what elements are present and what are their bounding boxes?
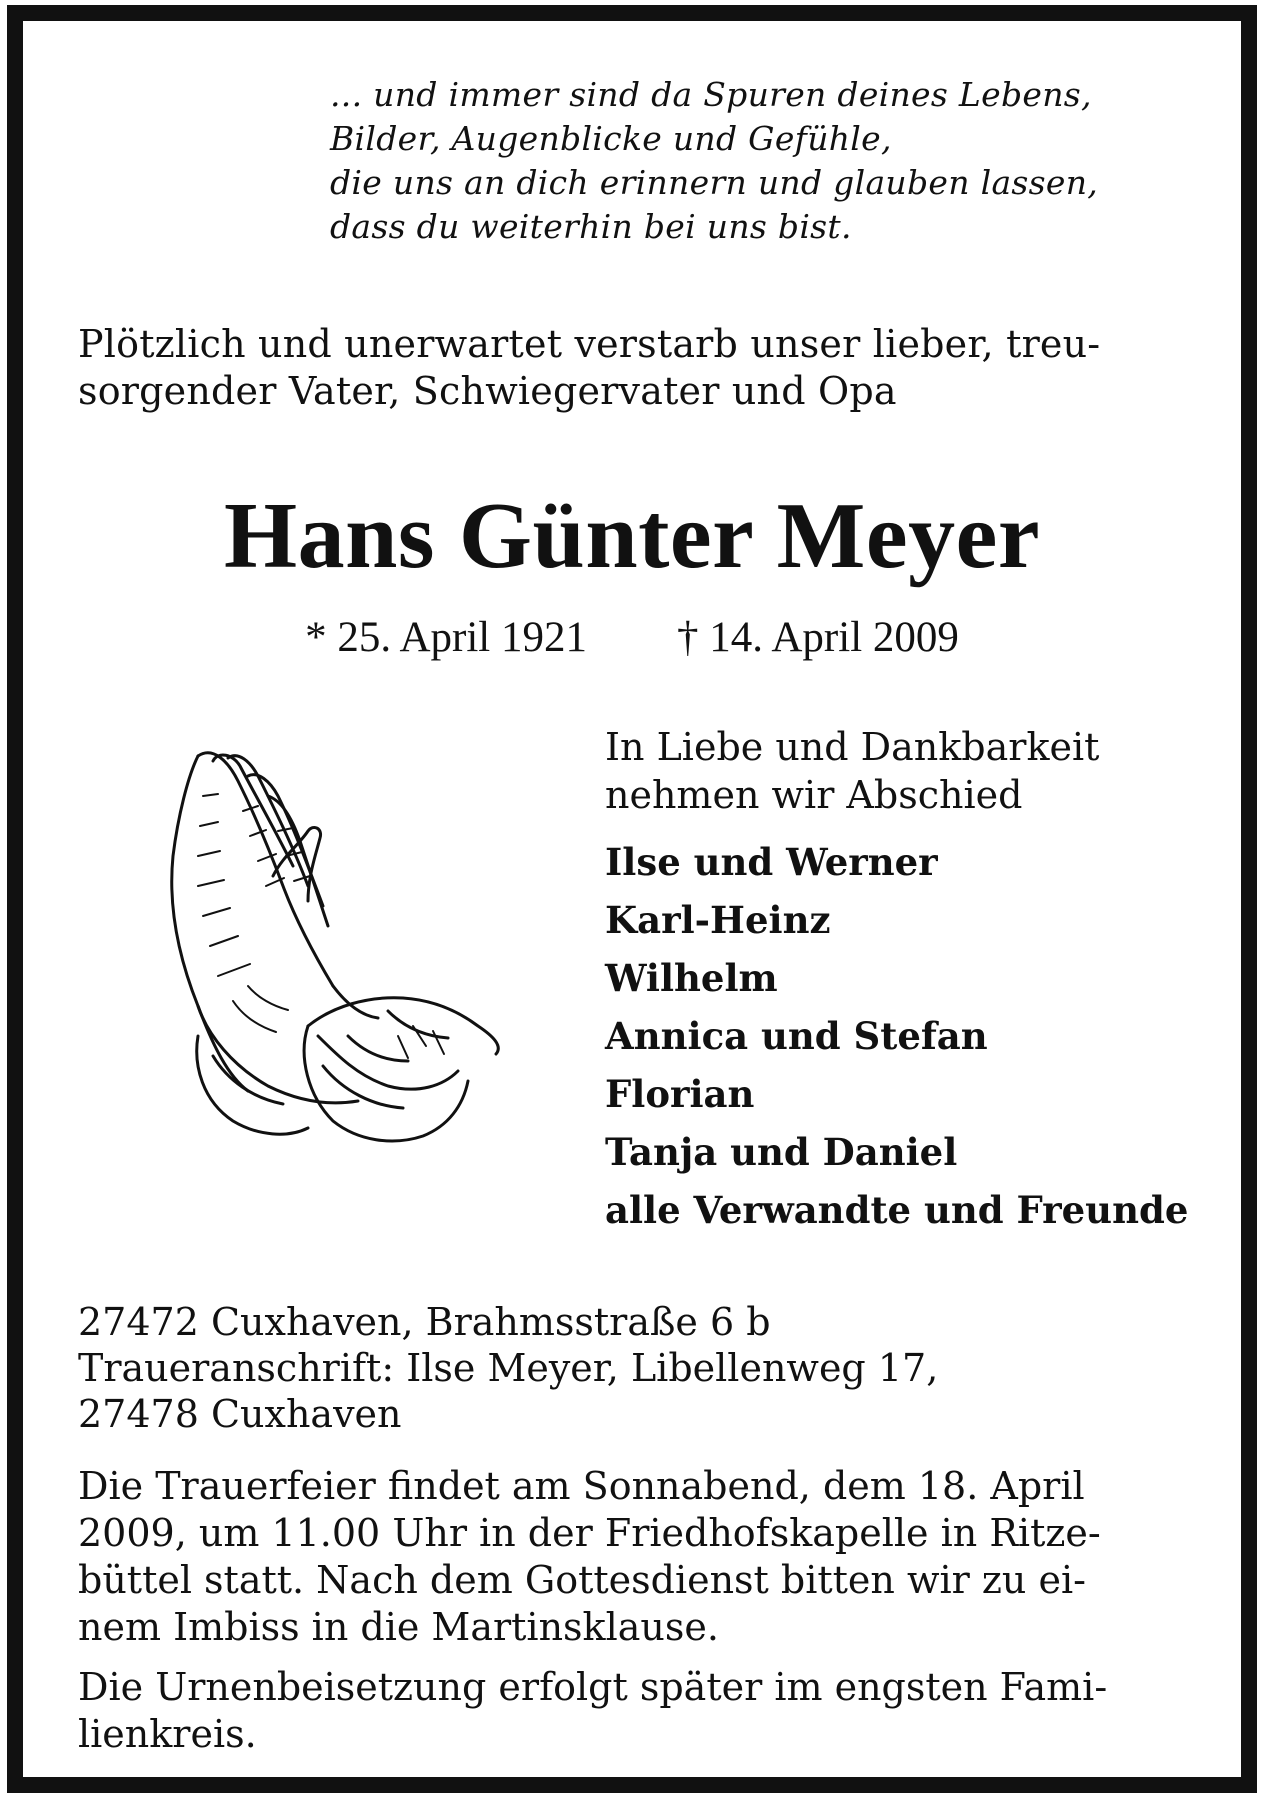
poem-line: Bilder, Augenblicke und Gefühle, xyxy=(330,119,892,158)
mourner-item: Ilse und Werner xyxy=(605,840,938,884)
announcement-line: sorgender Vater, Schwiegervater und Opa xyxy=(78,369,897,413)
announcement-line: Plötzlich und unerwartet verstarb unser lieber, treu- xyxy=(78,322,1101,366)
urn-line: lienkreis. xyxy=(78,1712,257,1756)
ceremony-info xyxy=(78,1463,1228,1651)
ceremony-line: 2009, um 11.00 Uhr in der Friedhofskapelle in Ritze- xyxy=(78,1511,1101,1555)
mourner-item: Annica und Stefan xyxy=(605,1014,988,1058)
poem-line: ... und immer sind da Spuren deines Lebens, xyxy=(330,75,1092,114)
address-block xyxy=(78,1299,1228,1437)
death-date: † 14. April 2009 xyxy=(677,614,959,661)
ceremony-line: Die Trauerfeier findet am Sonnabend, dem 18. April xyxy=(78,1464,1085,1508)
obituary-frame xyxy=(7,5,1257,1793)
urn-burial-info xyxy=(78,1664,1228,1758)
praying-hands-icon xyxy=(158,736,508,1156)
mourner-item: Wilhelm xyxy=(605,956,778,1000)
poem-line: dass du weiterhin bei uns bist. xyxy=(330,207,852,246)
address-line: Traueranschrift: Ilse Meyer, Libellenweg 17, xyxy=(78,1346,939,1390)
obituary-content xyxy=(23,21,1241,1777)
mourner-item: Karl-Heinz xyxy=(605,898,831,942)
poem-line: die uns an dich erinnern und glauben lassen, xyxy=(330,163,1099,202)
ceremony-line: büttel statt. Nach dem Gottesdienst bitten wir zu ei- xyxy=(78,1558,1086,1602)
farewell-line: In Liebe und Dankbarkeit xyxy=(605,725,1100,769)
farewell-text xyxy=(605,723,1225,819)
ceremony-line: nem Imbiss in die Martinsklause. xyxy=(78,1605,719,1649)
death-announcement xyxy=(78,321,1218,415)
farewell-line: nehmen wir Abschied xyxy=(605,773,1023,817)
mourner-item: alle Verwandte und Freunde xyxy=(605,1188,1189,1232)
address-line: 27478 Cuxhaven xyxy=(78,1392,402,1436)
birth-date: * 25. April 1921 xyxy=(305,614,587,661)
address-line: 27472 Cuxhaven, Brahmsstraße 6 b xyxy=(78,1300,771,1344)
poem-quote xyxy=(330,73,1230,249)
mourners-list xyxy=(605,833,1235,1239)
mourner-item: Tanja und Daniel xyxy=(605,1130,958,1174)
deceased-name: Hans Günter Meyer xyxy=(223,484,1041,588)
mourner-item: Florian xyxy=(605,1072,755,1116)
life-dates xyxy=(23,613,1241,663)
urn-line: Die Urnenbeisetzung erfolgt später im engsten Fami- xyxy=(78,1665,1108,1709)
